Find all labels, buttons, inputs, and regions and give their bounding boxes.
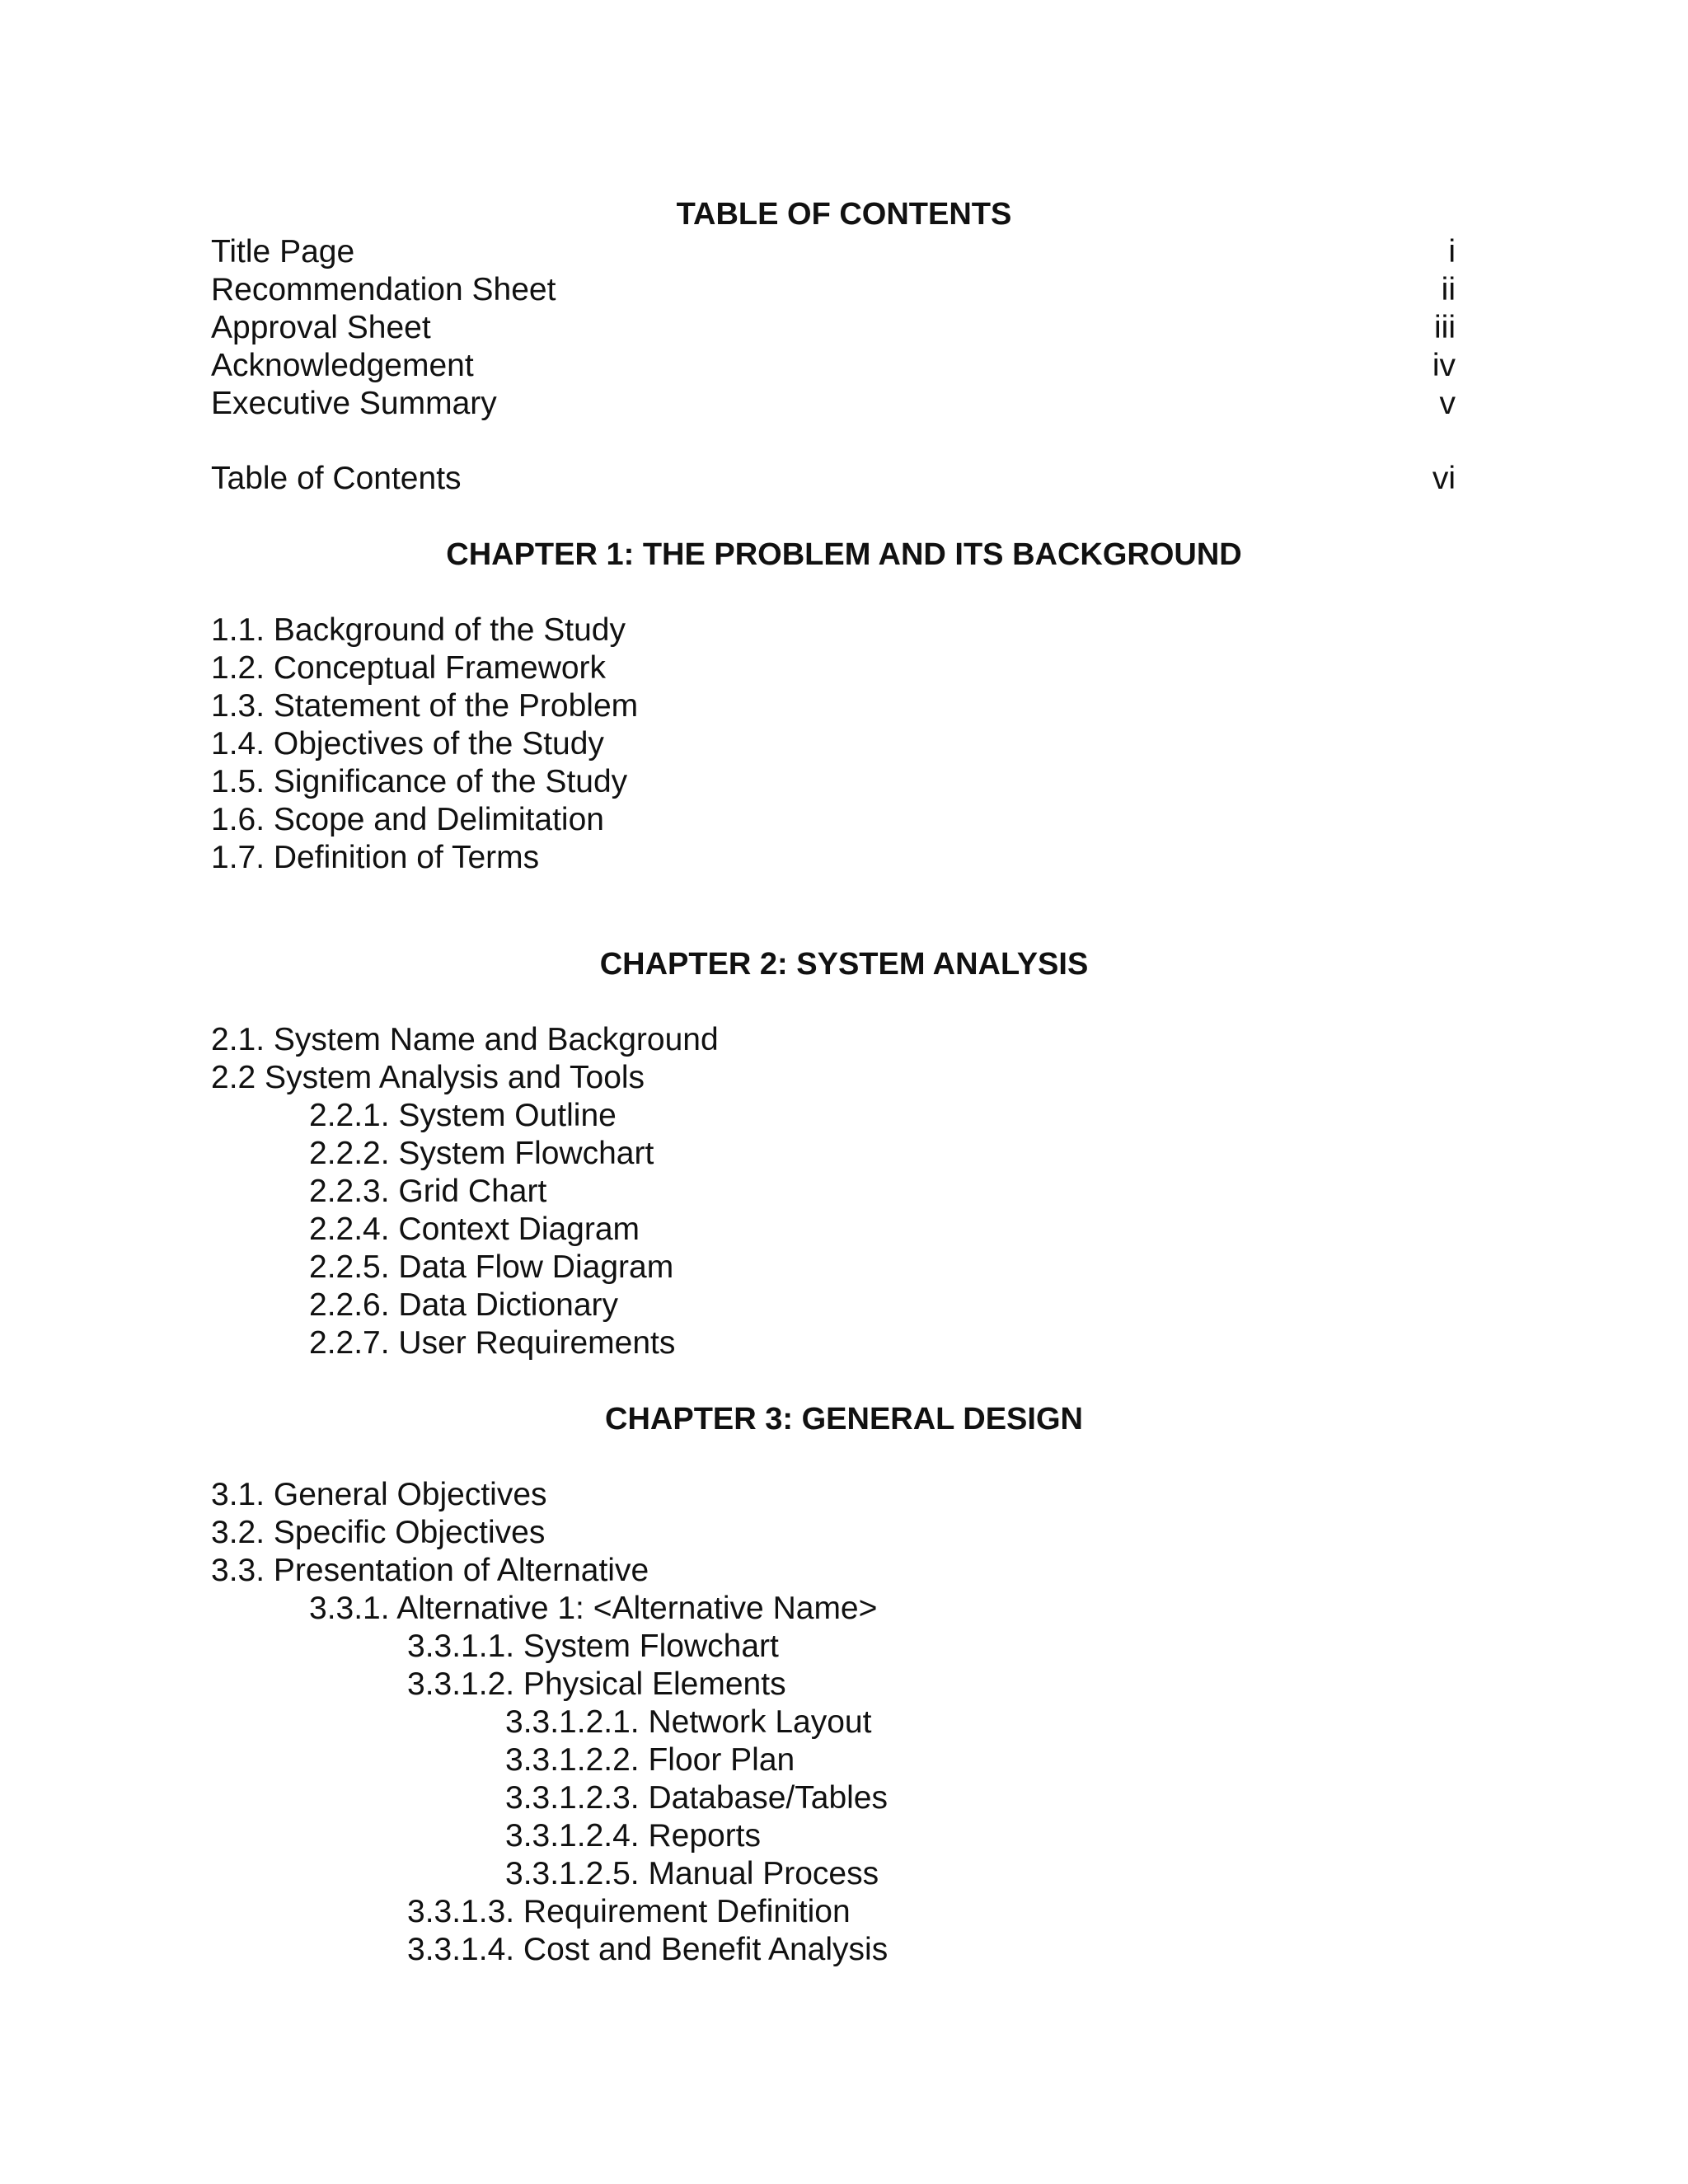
toc-page-number: iv	[1432, 348, 1456, 383]
toc-entry-approval-sheet: Approval Sheet	[211, 310, 431, 345]
toc-list-item: 1.6. Scope and Delimitation	[211, 802, 604, 837]
toc-entry-acknowledgement: Acknowledgement	[211, 348, 474, 383]
toc-list-item: 2.2.7. User Requirements	[309, 1325, 676, 1361]
toc-page-number: v	[1439, 386, 1456, 421]
chapter-2-heading: CHAPTER 2: SYSTEM ANALYSIS	[599, 947, 1089, 982]
toc-list-item: 2.1. System Name and Background	[211, 1022, 719, 1057]
toc-list-item: 1.1. Background of the Study	[211, 612, 626, 648]
toc-list-item: 3.3.1.2. Physical Elements	[407, 1666, 786, 1702]
toc-list-item: 1.3. Statement of the Problem	[211, 688, 639, 724]
toc-list-item: 2.2.6. Data Dictionary	[309, 1287, 619, 1323]
toc-list-item: 3.3.1.2.1. Network Layout	[505, 1704, 872, 1740]
toc-list-item: 3.2. Specific Objectives	[211, 1515, 546, 1550]
toc-list-item: 1.7. Definition of Terms	[211, 840, 540, 875]
toc-list-item: 1.4. Objectives of the Study	[211, 726, 604, 762]
toc-list-item: 2.2.2. System Flowchart	[309, 1136, 654, 1171]
chapter-3-heading: CHAPTER 3: GENERAL DESIGN	[605, 1402, 1083, 1436]
toc-list-item: 3.3.1.2.4. Reports	[505, 1818, 762, 1854]
toc-entry-executive-summary: Executive Summary	[211, 386, 497, 421]
toc-title: TABLE OF CONTENTS	[676, 197, 1012, 232]
toc-list-item: 3.1. General Objectives	[211, 1477, 547, 1512]
chapter-1-heading: CHAPTER 1: THE PROBLEM AND ITS BACKGROUND	[446, 537, 1242, 572]
toc-list-item: 3.3.1.2.3. Database/Tables	[505, 1780, 888, 1816]
toc-page-number: iii	[1434, 310, 1456, 345]
toc-entry-title-page: Title Page	[211, 234, 355, 269]
toc-list-item: 3.3.1. Alternative 1: <Alternative Name>	[309, 1591, 878, 1626]
toc-list-item: 3.3.1.4. Cost and Benefit Analysis	[407, 1932, 889, 1967]
toc-list-item: 2.2 System Analysis and Tools	[211, 1060, 645, 1095]
toc-list-item: 3.3.1.1. System Flowchart	[407, 1629, 779, 1664]
toc-list-item: 1.5. Significance of the Study	[211, 764, 628, 799]
toc-list-item: 3.3.1.2.5. Manual Process	[505, 1856, 879, 1891]
toc-page-number: ii	[1441, 272, 1456, 307]
toc-list-item: 2.2.1. System Outline	[309, 1098, 617, 1133]
toc-entry-recommendation-sheet: Recommendation Sheet	[211, 272, 556, 307]
toc-list-item: 2.2.5. Data Flow Diagram	[309, 1249, 674, 1285]
toc-page-number: vi	[1432, 461, 1456, 496]
toc-list-item: 2.2.3. Grid Chart	[309, 1174, 547, 1209]
toc-entry-table-of-contents: Table of Contents	[211, 461, 462, 496]
toc-list-item: 1.2. Conceptual Framework	[211, 650, 607, 686]
toc-list-item: 2.2.4. Context Diagram	[309, 1212, 640, 1247]
toc-page-number: i	[1448, 234, 1456, 269]
toc-list-item: 3.3.1.3. Requirement Definition	[407, 1894, 851, 1929]
toc-list-item: 3.3. Presentation of Alternative	[211, 1553, 649, 1588]
toc-list-item: 3.3.1.2.2. Floor Plan	[505, 1742, 795, 1778]
